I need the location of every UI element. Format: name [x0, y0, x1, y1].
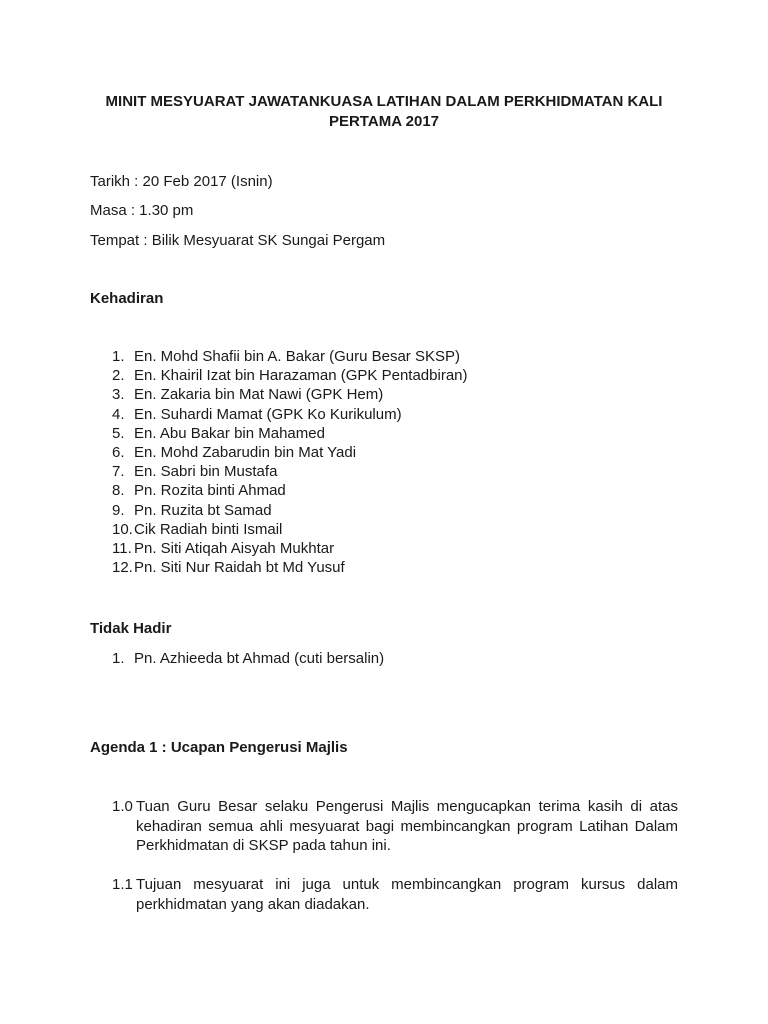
item-number: 1. [112, 650, 125, 667]
list-item [112, 481, 468, 500]
item-number: 7. [112, 463, 125, 481]
agenda-paragraph-1-1 [112, 875, 678, 914]
item-number: 8. [112, 482, 125, 500]
list-item [112, 405, 468, 424]
list-item [112, 443, 468, 462]
meeting-time: Masa : 1.30 pm [90, 202, 194, 219]
paragraph-number: 1.1 [112, 876, 133, 893]
paragraph-number: 1.0 [112, 798, 133, 815]
attendance-heading: Kehadiran [90, 290, 164, 307]
title-line-2: PERTAMA 2017 [328, 113, 440, 130]
list-item [112, 520, 468, 539]
list-item [112, 366, 468, 385]
item-text: En. Sabri bin Mustafa [134, 463, 278, 481]
list-item [112, 501, 468, 520]
absence-list [112, 649, 384, 668]
title-line-1: MINIT MESYUARAT JAWATANKUASA LATIHAN DALAM PERKHIDMATAN KALI [105, 93, 663, 110]
item-number: 3. [112, 386, 125, 404]
paragraph-text: Tuan Guru Besar selaku Pengerusi Majlis mengucapkan terima kasih di atas kehadiran semua ahli mesyuarat bagi membincangkan program Latihan Dalam Perkhidmatan di SKSP pada tahun ini. [136, 798, 678, 854]
item-text: Cik Radiah binti Ismail [134, 520, 283, 538]
list-item [112, 424, 468, 443]
list-item [112, 558, 468, 577]
item-text: En. Khairil Izat bin Harazaman (GPK Pentadbiran) [134, 367, 468, 385]
attendance-list [112, 347, 468, 577]
item-text: En. Abu Bakar bin Mahamed [134, 424, 325, 442]
document-title [80, 92, 688, 132]
agenda-paragraph-1-0 [112, 797, 678, 856]
item-text: En. Mohd Zabarudin bin Mat Yadi [134, 443, 357, 461]
item-number: 9. [112, 501, 125, 519]
item-number: 6. [112, 443, 125, 461]
list-item [112, 347, 468, 366]
item-number: 12. [112, 559, 133, 577]
list-item [112, 649, 384, 668]
meeting-venue: Tempat : Bilik Mesyuarat SK Sungai Pergam [90, 232, 386, 249]
item-number: 10. [112, 520, 133, 538]
absence-heading: Tidak Hadir [90, 620, 172, 637]
item-text: Pn. Ruzita bt Samad [134, 501, 272, 519]
item-number: 4. [112, 405, 125, 423]
item-text: En. Mohd Shafii bin A. Bakar (Guru Besar SKSP) [134, 348, 460, 365]
item-text: Pn. Siti Nur Raidah bt Md Yusuf [134, 559, 345, 577]
item-text: En. Suhardi Mamat (GPK Ko Kurikulum) [134, 405, 402, 423]
item-number: 1. [112, 348, 125, 365]
meeting-date: Tarikh : 20 Feb 2017 (Isnin) [90, 173, 273, 190]
item-number: 2. [112, 367, 125, 385]
item-text: En. Zakaria bin Mat Nawi (GPK Hem) [134, 386, 384, 404]
item-number: 11. [112, 539, 132, 557]
item-text: Pn. Siti Atiqah Aisyah Mukhtar [134, 539, 335, 557]
paragraph-text: Tujuan mesyuarat ini juga untuk membincangkan program kursus dalam perkhidmatan yang akan diadakan. [136, 876, 678, 913]
list-item [112, 462, 468, 481]
list-item [112, 385, 468, 404]
item-text: Pn. Azhieeda bt Ahmad (cuti bersalin) [134, 650, 385, 667]
item-text: Pn. Rozita binti Ahmad [134, 482, 286, 500]
agenda-1-heading: Agenda 1 : Ucapan Pengerusi Majlis [90, 739, 348, 756]
item-number: 5. [112, 424, 125, 442]
list-item [112, 539, 468, 558]
